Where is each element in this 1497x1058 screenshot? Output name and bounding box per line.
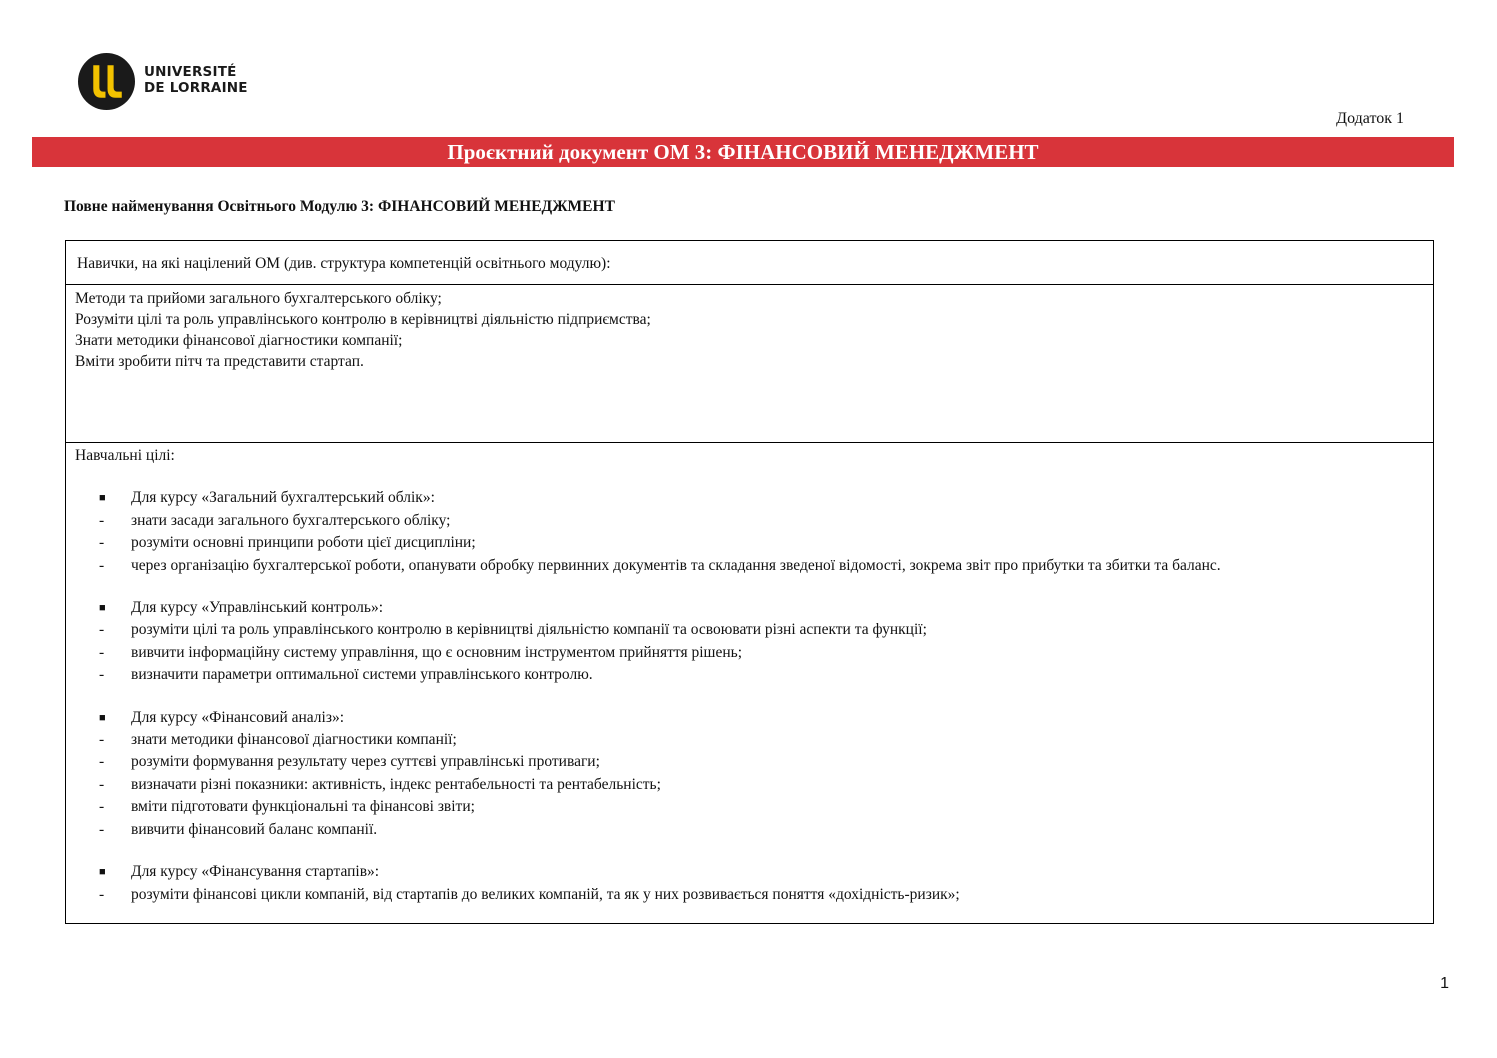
square-bullet-icon: ■: [99, 492, 106, 505]
objectives-header: Навчальні цілі:: [75, 447, 175, 464]
objective-item: - розуміти формування результату через суттєві управлінські противаги;: [75, 751, 1433, 773]
dash-icon: -: [99, 731, 105, 749]
document-title-banner: [32, 137, 1454, 167]
dash-icon: -: [99, 556, 105, 574]
dash-icon: -: [99, 820, 105, 838]
skill-item: Методи та прийоми загального бухгалтерського обліку;: [75, 290, 442, 307]
university-logo-icon: [78, 53, 135, 110]
course-title: ■ Для курсу «Загальний бухгалтерський облік»:: [75, 487, 1433, 509]
annex-label: Додаток 1: [1336, 110, 1404, 127]
dash-icon: -: [99, 885, 105, 903]
skills-header: Навички, на які націлений ОМ (див. структура компетенцій освітнього модулю):: [77, 255, 611, 272]
dash-icon: -: [99, 775, 105, 793]
dash-icon: -: [99, 511, 105, 529]
skill-item: Вміти зробити пітч та представити стартап.: [75, 353, 364, 370]
skills-header-row: [66, 241, 1433, 285]
objective-item: - розуміти фінансові цикли компаній, від стартапів до великих компаній, та як у них розвивається поняття «дохідність-ризик»;: [75, 884, 1433, 906]
document-title: Проєктний документ ОМ 3: ФІНАНСОВИЙ МЕНЕДЖМЕНТ: [447, 139, 1039, 164]
university-logo-text: UNIVERSITÉ DE LORRAINE: [144, 64, 248, 96]
objective-item: - вивчити фінансовий баланс компанії.: [75, 819, 1433, 841]
dash-icon: -: [99, 666, 105, 684]
square-bullet-icon: ■: [99, 711, 106, 724]
module-table: [65, 240, 1434, 924]
university-logo: [78, 52, 258, 112]
square-bullet-icon: ■: [99, 602, 106, 615]
module-full-name: Повне найменування Освітнього Модулю 3: ФІНАНСОВИЙ МЕНЕДЖМЕНТ: [64, 198, 615, 215]
course-title: ■ Для курсу «Фінансування стартапів»:: [75, 861, 1433, 883]
objective-item: - знати засади загального бухгалтерського обліку;: [75, 510, 1433, 532]
skill-item: Розуміти цілі та роль управлінського контролю в керівництві діяльністю підприємства;: [75, 311, 651, 328]
objective-item: - знати методики фінансової діагностики компанії;: [75, 729, 1433, 751]
course-title: ■ Для курсу «Управлінський контроль»:: [75, 597, 1433, 619]
objective-item: - вміти підготовати функціональні та фінансові звіти;: [75, 796, 1433, 818]
course-title: ■ Для курсу «Фінансовий аналіз»:: [75, 707, 1433, 729]
objectives-section: [66, 443, 1433, 906]
dash-icon: -: [99, 753, 105, 771]
skill-item: Знати методики фінансової діагностики компанії;: [75, 332, 403, 349]
objective-item: - через організацію бухгалтерської роботи, опанувати обробку первинних документів та складання зведеної відомості, зокрема звіт про прибутки та збитки та баланс.: [75, 555, 1433, 577]
objective-item: - вивчити інформаційну систему управління, що є основним інструментом прийняття рішень;: [75, 642, 1433, 664]
dash-icon: -: [99, 621, 105, 639]
dash-icon: -: [99, 643, 105, 661]
objective-item: - визначати різні показники: активність, індекс рентабельності та рентабельність;: [75, 774, 1433, 796]
objective-item: - розуміти основні принципи роботи цієї дисципліни;: [75, 532, 1433, 554]
square-bullet-icon: ■: [99, 866, 106, 879]
objective-item: - визначити параметри оптимальної системи управлінського контролю.: [75, 664, 1433, 686]
dash-icon: -: [99, 798, 105, 816]
page-number: 1: [1440, 975, 1449, 992]
objective-item: - розуміти цілі та роль управлінського контролю в керівництві діяльністю компанії та освоювати різні аспекти та функції;: [75, 619, 1433, 641]
skills-list: [66, 285, 1433, 443]
dash-icon: -: [99, 534, 105, 552]
